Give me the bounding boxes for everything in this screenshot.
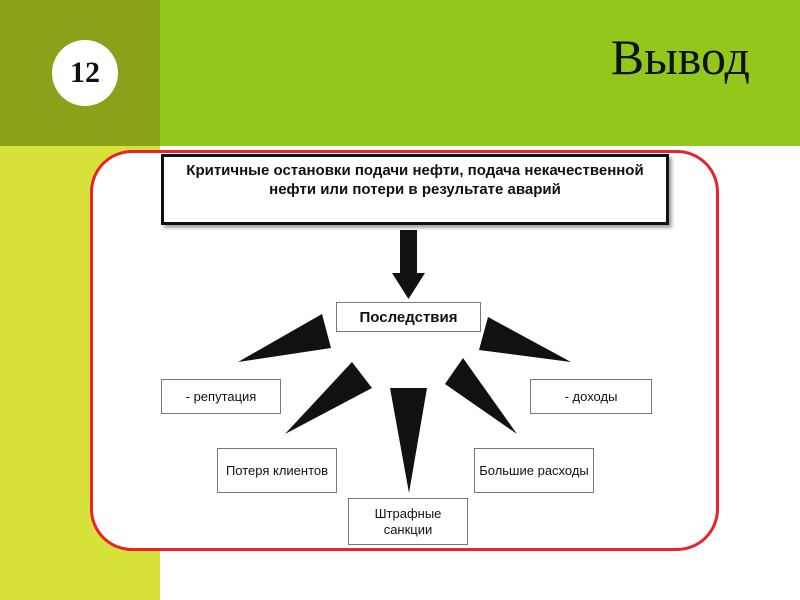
- wedge-to-reputation: [238, 314, 331, 362]
- wedge-to-income: [479, 317, 571, 362]
- consequences-box: Последствия: [336, 302, 481, 332]
- costs-box: Большие расходы: [474, 448, 594, 493]
- cause-box: Критичные остановки подачи нефти, подача некачественной нефти или потери в результате аварий: [161, 154, 669, 225]
- reputation-box: - репутация: [161, 379, 281, 414]
- fines-box: Штрафные санкции: [348, 498, 468, 545]
- slide-title: Вывод: [610, 29, 750, 85]
- wedge-to-fines: [390, 388, 427, 493]
- income-box: - доходы: [530, 379, 652, 414]
- wedge-to-client-loss: [285, 362, 372, 434]
- down-arrow-shaft: [400, 230, 417, 276]
- slide-number: 12: [52, 40, 118, 106]
- client-loss-box: Потеря клиентов: [217, 448, 337, 493]
- wedge-to-costs: [445, 358, 517, 434]
- down-arrow-head: [392, 273, 425, 299]
